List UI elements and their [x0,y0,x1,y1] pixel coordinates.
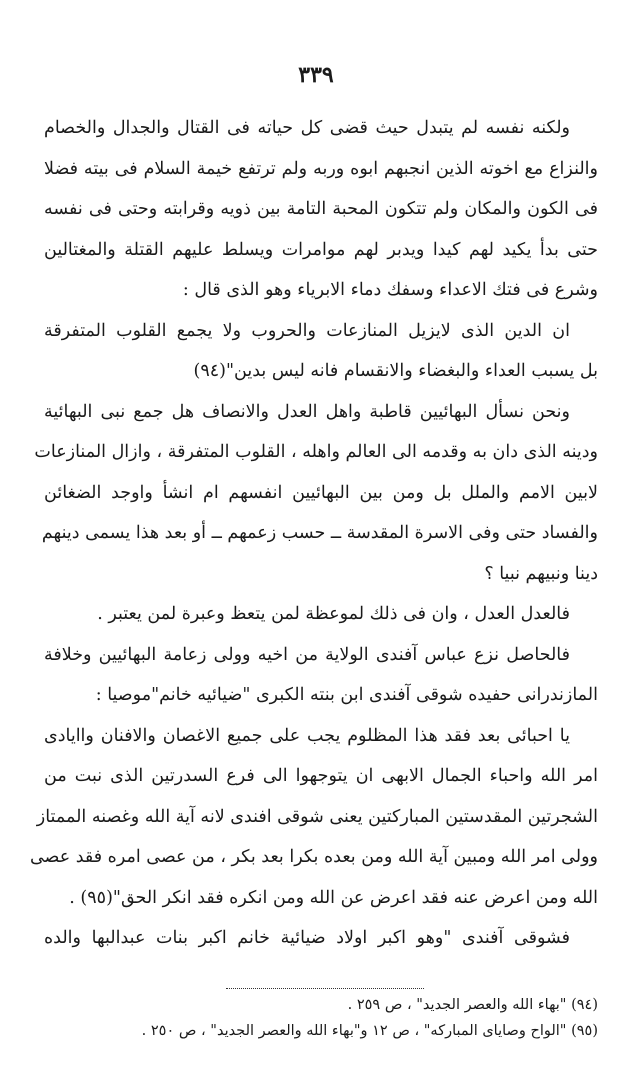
text-line: ان الدين الذى لايزيل المنازعات والحروب ولا يجمع القلوب المتفرقة [44,320,570,341]
text-line: وشرع فى فتك الاعداء وسفك دماء الابرياء وهو الذى قال : [182,280,598,300]
text-line: امر الله واحباء الجمال الابهى ان يتوجهوا الى فرع السدرتين الذى نبت من [44,766,598,786]
text-line: يا احبائى بعد فقد هذا المظلوم يجب على جميع الاغصان والافنان واايادى [44,725,570,746]
text-line: فى الكون والمكان ولم تتكون المحبة التامة بين ذويه وقرابته وحتى فى نفسه [44,199,598,219]
footnote-divider [226,988,424,989]
text-line: والفساد حتى وفى الاسرة المقدسة ــ حسب زعمهم ــ أو بعد هذا يسمى دينهم [41,523,598,543]
text-line: الشجرتين المقدستين المباركتين يعنى شوقى افندى لانه آية الله وغصنه الممتاز [36,806,598,827]
text-line: ونحن نسأل البهائيين قاطبة واهل العدل والانصاف هل جمع نبى البهائية [44,401,570,422]
text-line: الله ومن اعرض عنه فقد اعرض عن الله ومن انكره فقد انكر الحق"(٩٥) . [69,887,598,908]
text-line: لابين الامم والملل بل ومن بين البهائيين انفسهم ام انشأ واوجد الضغائن [44,482,598,503]
footnotes [44,992,598,1044]
footnote: (٩٥) "الواح وصاياى المباركه" ، ص ١٢ و"بهاء الله والعصر الجديد" ، ص ٢٥٠ . [141,1023,598,1039]
text-line: فالحاصل نزع عباس آفندى الولاية من اخيه وولى زعامة البهائيين وخلافة [44,644,570,665]
text-line: المازندرانى حفيده شوقى آفندى ابن بنته الكبرى "ضيائيه خانم"موصيا : [95,685,598,705]
text-line: فالعدل العدل ، وان فى ذلك لموعظة لمن يتعظ وعبرة لمن يعتبر . [97,604,570,624]
text-line: ولكنه نفسه لم يتبدل حيث قضى كل حياته فى القتال والجدال والخصام [44,118,570,138]
body-text [29,108,598,959]
text-line: بل يسبب العداء والبغضاء والانقسام فانه ليس بدين"(٩٤) [193,361,598,381]
text-line: دينا ونبيهم نبيا ؟ [484,563,598,584]
page-number: ٣٣٩ [298,62,334,88]
text-line: حتى بدأ يكيد لهم كيدا ويدبر لهم موامرات ويسلط عليهم القتلة والمغتالين [44,239,598,260]
footnote: (٩٤) "بهاء الله والعصر الجديد" ، ص ٢٥٩ . [347,997,598,1013]
text-line: والنزاع مع اخوته الذين انجبهم ابوه وربه ولم ترتفع خيمة السلام فى بيته فضلا [44,158,598,179]
text-line: وولى امر الله ومبين آية الله ومن بعده بكرا بعد بكر ، من عصى امره فقد عصى [29,847,598,867]
text-line: فشوقى آفندى "وهو اكبر اولاد ضيائية خانم اكبر بنات عبدالبها والده [44,928,570,948]
text-line: ودينه الذى دان به وقدمه الى العالم واهله ، القلوب المتفرقة ، وازال المنازعات [34,442,598,462]
